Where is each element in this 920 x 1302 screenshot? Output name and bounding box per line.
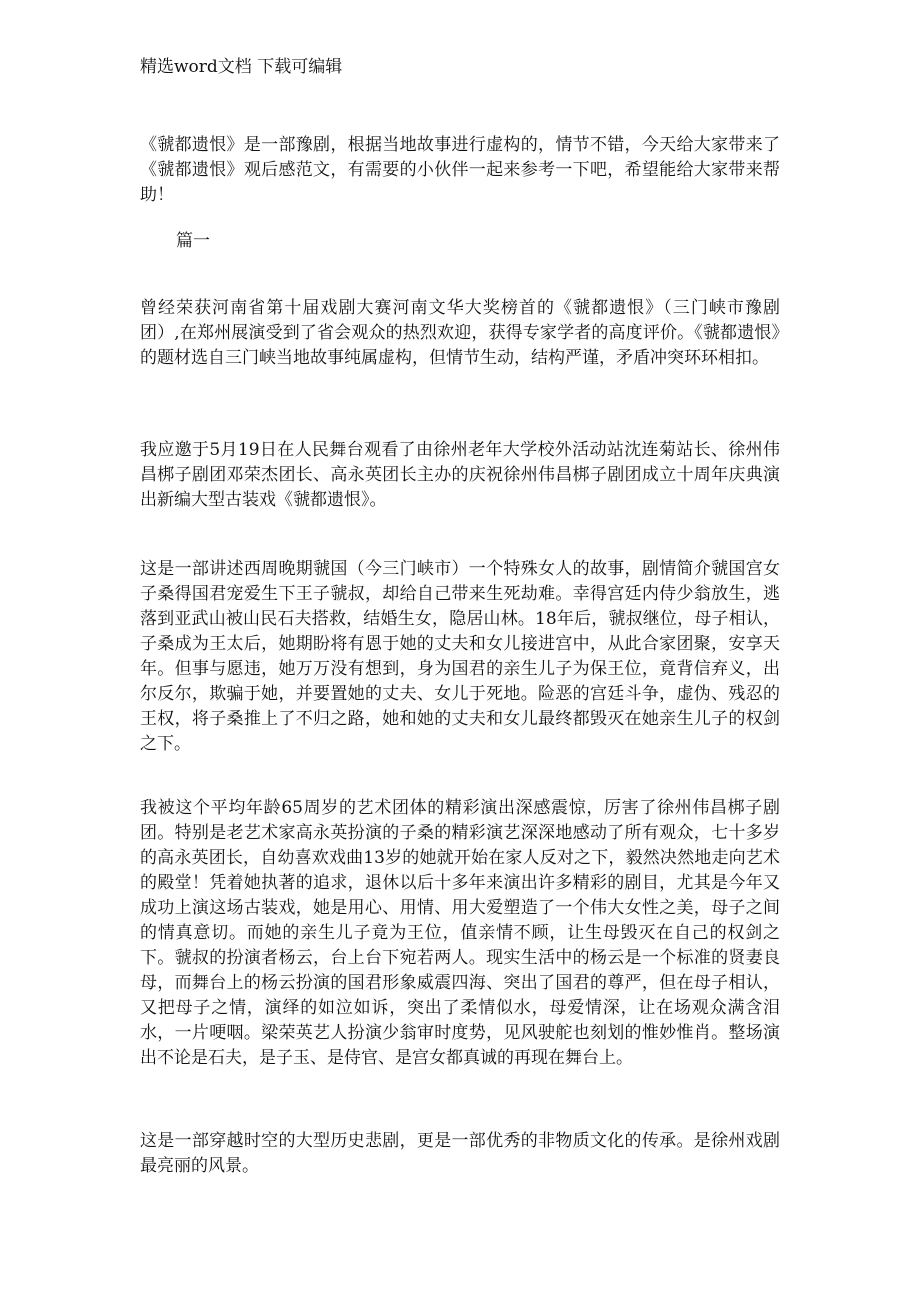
- body-paragraph: 我应邀于5月19日在人民舞台观看了由徐州老年大学校外活动站沈连菊站长、徐州伟昌梆子剧团邓荣杰团长、高永英团长主办的庆祝徐州伟昌梆子剧团成立十周年庆典演出新编大型古装戏《虢都遗恨》。: [140, 440, 780, 510]
- body-paragraph: 这是一部讲述西周晚期虢国（今三门峡市）一个特殊女人的故事，剧情简介虢国宫女子桑得国君宠爱生下王子虢叔，却给自己带来生死劫难。幸得宫廷内侍少翁放生，逃落到亚武山被山民石夫搭救，结婚生女，隐居山林。18年后，虢叔继位，母子相认，子桑成为王太后，她期盼将有恩于她的丈夫和女儿接进宫中，从此合家团聚，安享天年。但事与愿违，她万万没有想到，身为国君的亲生儿子为保王位，竟背信弃义，出尔反尔，欺骗于她，并要置她的丈夫、女儿于死地。险恶的宫廷斗争，虚伪、残忍的王权，将子桑推上了不归之路，她和她的丈夫和女儿最终都毁灭在她亲生儿子的权剑之下。: [140, 559, 780, 754]
- body-paragraph: 这是一部穿越时空的大型历史悲剧，更是一部优秀的非物质文化的传承。是徐州戏剧最亮丽的风景。: [140, 1131, 780, 1176]
- document-header: 精选word文档 下载可编辑: [140, 57, 343, 77]
- body-paragraph: 曾经荣获河南省第十届戏剧大赛河南文华大奖榜首的《虢都遗恨》（三门峡市豫剧团）,在郑州展演受到了省会观众的热烈欢迎，获得专家学者的高度评价。《虢都遗恨》的题材选自三门峡当地故事纯属虚构，但情节生动，结构严谨，矛盾冲突环环相扣。: [140, 298, 780, 368]
- intro-paragraph: 《虢都遗恨》是一部豫剧，根据当地故事进行虚构的，情节不错，今天给大家带来了《虢都遗恨》观后感范文，有需要的小伙伴一起来参考一下吧，希望能给大家带来帮助！: [140, 135, 780, 205]
- section-title: 篇一: [176, 231, 210, 251]
- body-paragraph: 我被这个平均年龄65周岁的艺术团体的精彩演出深感震惊，厉害了徐州伟昌梆子剧团。特别是老艺术家高永英扮演的子桑的精彩演艺深深地感动了所有观众，七十多岁的高永英团长，自幼喜欢戏曲13岁的她就开始在家人反对之下，毅然决然地走向艺术的殿堂！凭着她执著的追求，退休以后十多年来演出许多精彩的剧目，尤其是今年又成功上演这场古装戏，她是用心、用情、用大爱塑造了一个伟大女性之美，母子之间的情真意切。而她的亲生儿子竟为王位，值亲情不顾，让生母毁灭在自己的权剑之下。虢叔的扮演者杨云，台上台下宛若两人。现实生活中的杨云是一个标准的贤妻良母，而舞台上的杨云扮演的国君形象威震四海、突出了国君的尊严，但在母子相认，又把母子之情，演绎的如泣如诉，突出了柔情似水，母爱情深，让在场观众满含泪水，一片哽咽。梁荣英艺人扮演少翁审时度势，见风驶舵也刻划的惟妙惟肖。整场演出不论是石夫，是子玉、是侍官、是宫女都真诚的再现在舞台上。: [140, 798, 780, 1068]
